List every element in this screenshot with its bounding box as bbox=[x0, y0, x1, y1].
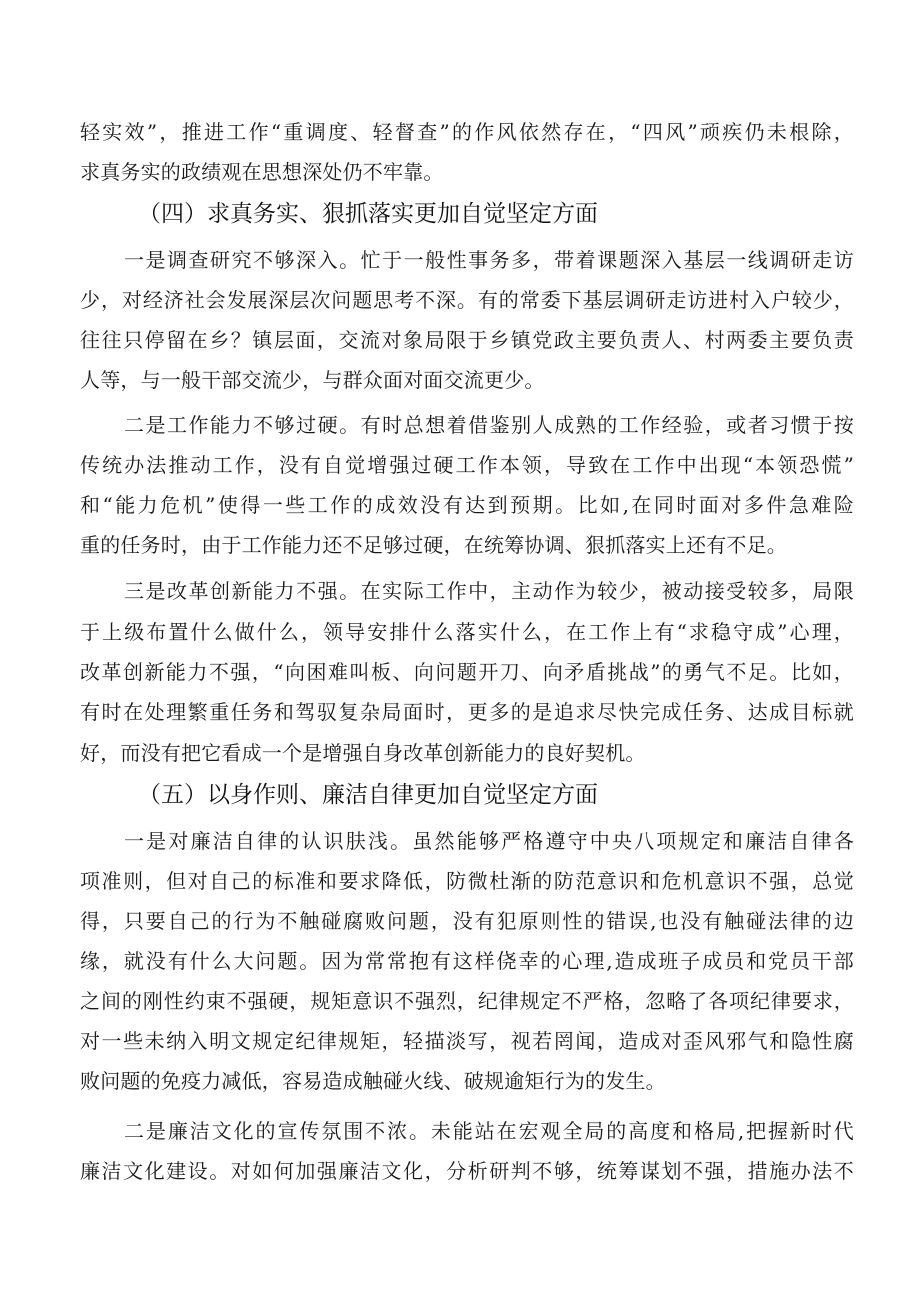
s4-p1-line-4: 人等，与一般干部交流少，与群众面对面交流更少。 bbox=[80, 368, 545, 392]
s5-p1-line-5: 之间的刚性约束不强硬，规矩意识不强烈，纪律规定不严格，忽略了各项纪律要求， bbox=[80, 989, 854, 1013]
s4-p1-line-1: 一是调查研究不够深入。忙于一般性事务多，带着课题深入基层一线调研走访 bbox=[124, 248, 854, 272]
s4-p3-line-4: 有时在处理繁重任务和驾驭复杂局面时，更多的是追求尽快完成任务、达成目标就 bbox=[80, 700, 854, 724]
s5-p2-line-1: 二是廉洁文化的宣传氛围不浓。未能站在宏观全局的高度和格局,把握新时代 bbox=[124, 1119, 854, 1143]
section-4-heading: （四）求真务实、狠抓落实更加自觉坚定方面 bbox=[138, 201, 598, 227]
intro-line-1: 轻实效”，推进工作“重调度、轻督查”的作风依然存在，“四风”顽疾仍未根除， bbox=[80, 120, 854, 144]
s5-p1-line-6: 对一些未纳入明文规定纪律规矩，轻描淡写，视若罔闻，造成对歪风邪气和隐性腐 bbox=[80, 1029, 854, 1053]
s4-p3-line-5: 好，而没有把它看成一个是增强自身改革创新能力的良好契机。 bbox=[80, 741, 646, 765]
s4-p3-line-3: 改革创新能力不强，“向困难叫板、向问题开刀、向矛盾挑战”的勇气不足。比如， bbox=[80, 660, 854, 684]
s4-p1-line-3: 往往只停留在乡？镇层面，交流对象局限于乡镇党政主要负责人、村两委主要负责 bbox=[80, 328, 854, 352]
s5-p1-line-7: 败问题的免疫力减低，容易造成触碰火线、破规逾矩行为的发生。 bbox=[80, 1069, 666, 1093]
s4-p2-line-4: 重的任务时，由于工作能力还不足够过硬，在统筹协调、狠抓落实上还有不足。 bbox=[80, 533, 787, 557]
s4-p3-line-1: 三是改革创新能力不强。在实际工作中，主动作为较少，被动接受较多，局限 bbox=[124, 579, 854, 603]
s5-p2-line-2: 廉洁文化建设。对如何加强廉洁文化，分析研判不够，统筹谋划不强，措施办法不 bbox=[80, 1159, 854, 1183]
s4-p2-line-2: 传统办法推动工作，没有自觉增强过硬工作本领，导致在工作中出现“本领恐慌” bbox=[80, 453, 854, 477]
s4-p2-line-1: 二是工作能力不够过硬。有时总想着借鉴别人成熟的工作经验，或者习惯于按 bbox=[124, 413, 854, 437]
s5-p1-line-1: 一是对廉洁自律的认识肤浅。虽然能够严格遵守中央八项规定和廉洁自律各 bbox=[124, 829, 854, 853]
intro-line-2: 求真务实的政绩观在思想深处仍不牢靠。 bbox=[80, 160, 444, 184]
s5-p1-line-4: 缘，就没有什么大问题。因为常常抱有这样侥幸的心理,造成班子成员和党员干部 bbox=[80, 949, 854, 973]
section-5-heading: （五）以身作则、廉洁自律更加自觉坚定方面 bbox=[138, 782, 598, 808]
s4-p2-line-3: 和“能力危机”使得一些工作的成效没有达到预期。比如,在同时面对多件急难险 bbox=[80, 493, 854, 517]
s4-p3-line-2: 于上级布置什么做什么，领导安排什么落实什么，在工作上有“求稳守成”心理， bbox=[80, 620, 854, 644]
s5-p1-line-2: 项准则，但对自己的标准和要求降低，防微杜渐的防范意识和危机意识不强，总觉 bbox=[80, 869, 854, 893]
s5-p1-line-3: 得，只要自己的行为不触碰腐败问题，没有犯原则性的错误,也没有触碰法律的边 bbox=[80, 909, 854, 933]
s4-p1-line-2: 少，对经济社会发展深层次问题思考不深。有的常委下基层调研走访进村入户较少， bbox=[80, 288, 854, 312]
